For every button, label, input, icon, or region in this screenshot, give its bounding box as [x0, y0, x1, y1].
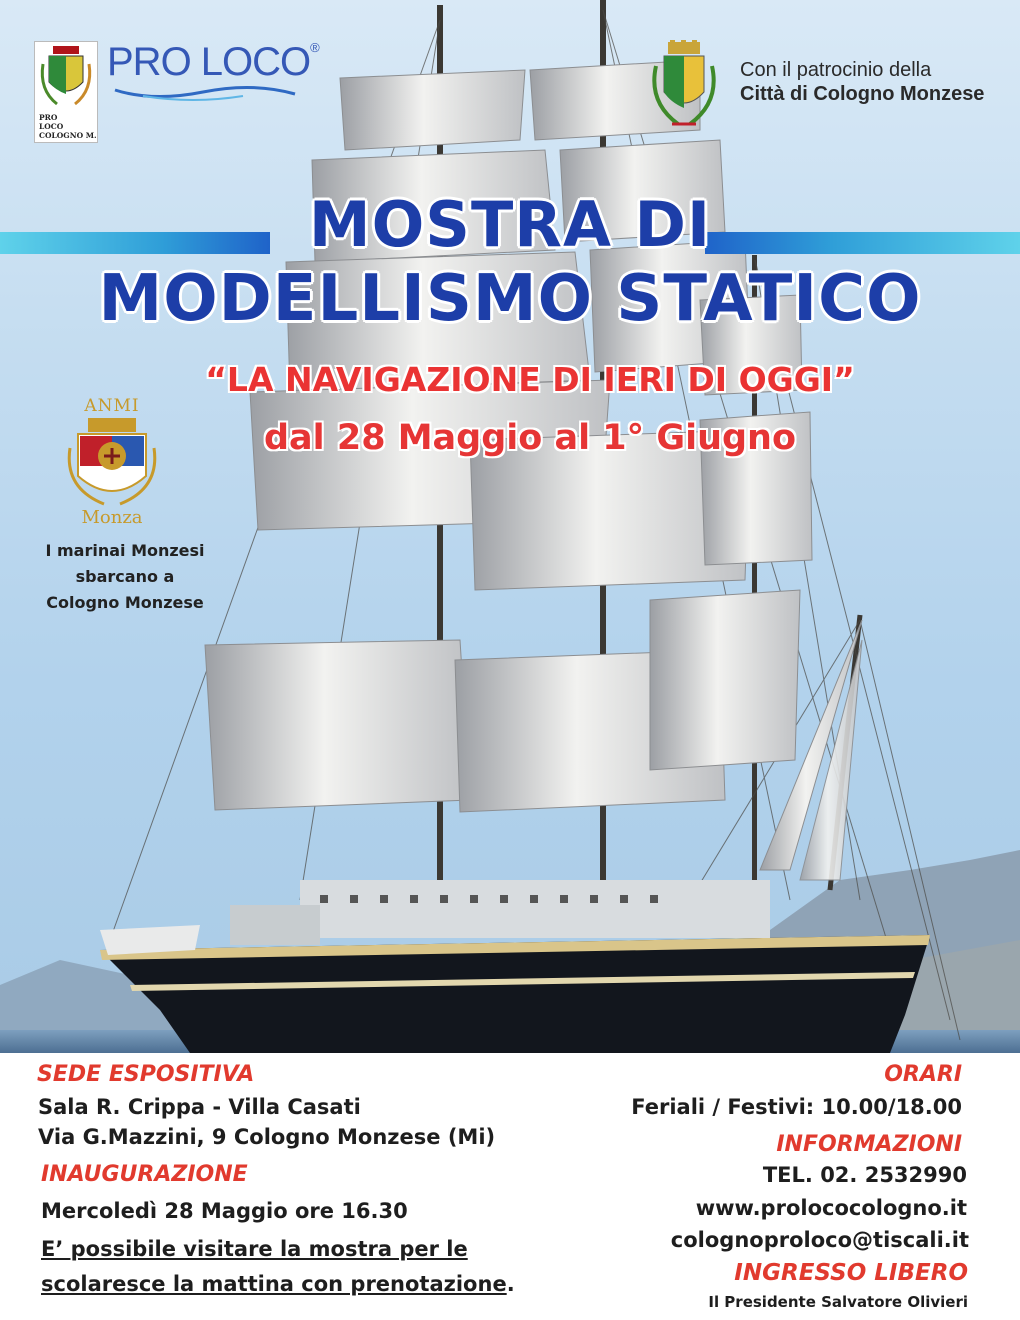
inaugurazione-label: INAUGURAZIONE — [41, 1162, 248, 1187]
info-footer — [0, 1053, 1020, 1320]
info-website[interactable]: www.prolococologno.it — [695, 1196, 967, 1220]
title-line2: MODELLISMO STATICO — [98, 262, 922, 336]
anmi-crest-icon — [64, 418, 160, 508]
registered-mark: ® — [310, 40, 319, 55]
president-signature: Il Presidente Salvatore Olivieri — [708, 1293, 968, 1311]
sede-line2: Via G.Mazzini, 9 Cologno Monzese (Mi) — [38, 1125, 496, 1149]
event-subtitle: “LA NAVIGAZIONE DI IERI DI OGGI” — [205, 360, 855, 399]
info-tel: TEL. 02. 2532990 — [762, 1163, 967, 1187]
title-line1: MOSTRA DI — [308, 188, 712, 261]
city-shield-icon — [646, 40, 722, 132]
proloco-shield-icon — [35, 42, 97, 112]
anmi-caption — [22, 538, 228, 616]
inaugurazione-text: Mercoledì 28 Maggio ore 16.30 — [41, 1199, 408, 1223]
info-email[interactable]: colognoproloco@tiscali.it — [670, 1228, 969, 1252]
patronage-line1: Con il patrocinio della — [740, 59, 932, 81]
proloco-wordmark-text: PRO LOCO — [107, 40, 311, 84]
sede-label: SEDE ESPOSITIVA — [37, 1062, 255, 1087]
school-visit-line2 — [41, 1272, 515, 1296]
anmi-city: Monza — [81, 507, 143, 528]
school-visit-period: . — [506, 1272, 515, 1296]
crest-caption-line: COLOGNO M. — [39, 131, 97, 140]
anmi-title: ANMI — [84, 396, 140, 416]
orari-text: Feriali / Festivi: 10.00/18.00 — [631, 1095, 962, 1119]
patronage-line2: Città di Cologno Monzese — [740, 83, 985, 105]
event-dates: dal 28 Maggio al 1° Giugno — [263, 418, 797, 458]
crest-caption-line: LOCO — [39, 122, 64, 131]
sede-line1: Sala R. Crippa - Villa Casati — [38, 1095, 361, 1119]
school-visit-line1: E’ possibile visitare la mostra per le — [41, 1237, 468, 1261]
proloco-crest-caption — [35, 113, 101, 140]
anmi-caption-line: I marinai Monzesi — [45, 541, 205, 560]
proloco-crest-logo — [34, 41, 98, 143]
school-visit-line2-text: scolaresce la mattina con prenotazione — [41, 1272, 507, 1296]
crest-caption-line: PRO — [39, 113, 58, 122]
proloco-wordmark — [107, 40, 319, 85]
anmi-caption-line: Cologno Monzese — [46, 593, 204, 612]
cologno-city-crest — [646, 40, 722, 132]
orari-label: ORARI — [884, 1062, 962, 1087]
anmi-caption-line: sbarcano a — [75, 567, 175, 586]
patronage-text — [740, 58, 984, 106]
proloco-wave-icon — [113, 84, 298, 102]
info-label: INFORMAZIONI — [776, 1132, 962, 1157]
free-entry-label: INGRESSO LIBERO — [734, 1260, 968, 1286]
